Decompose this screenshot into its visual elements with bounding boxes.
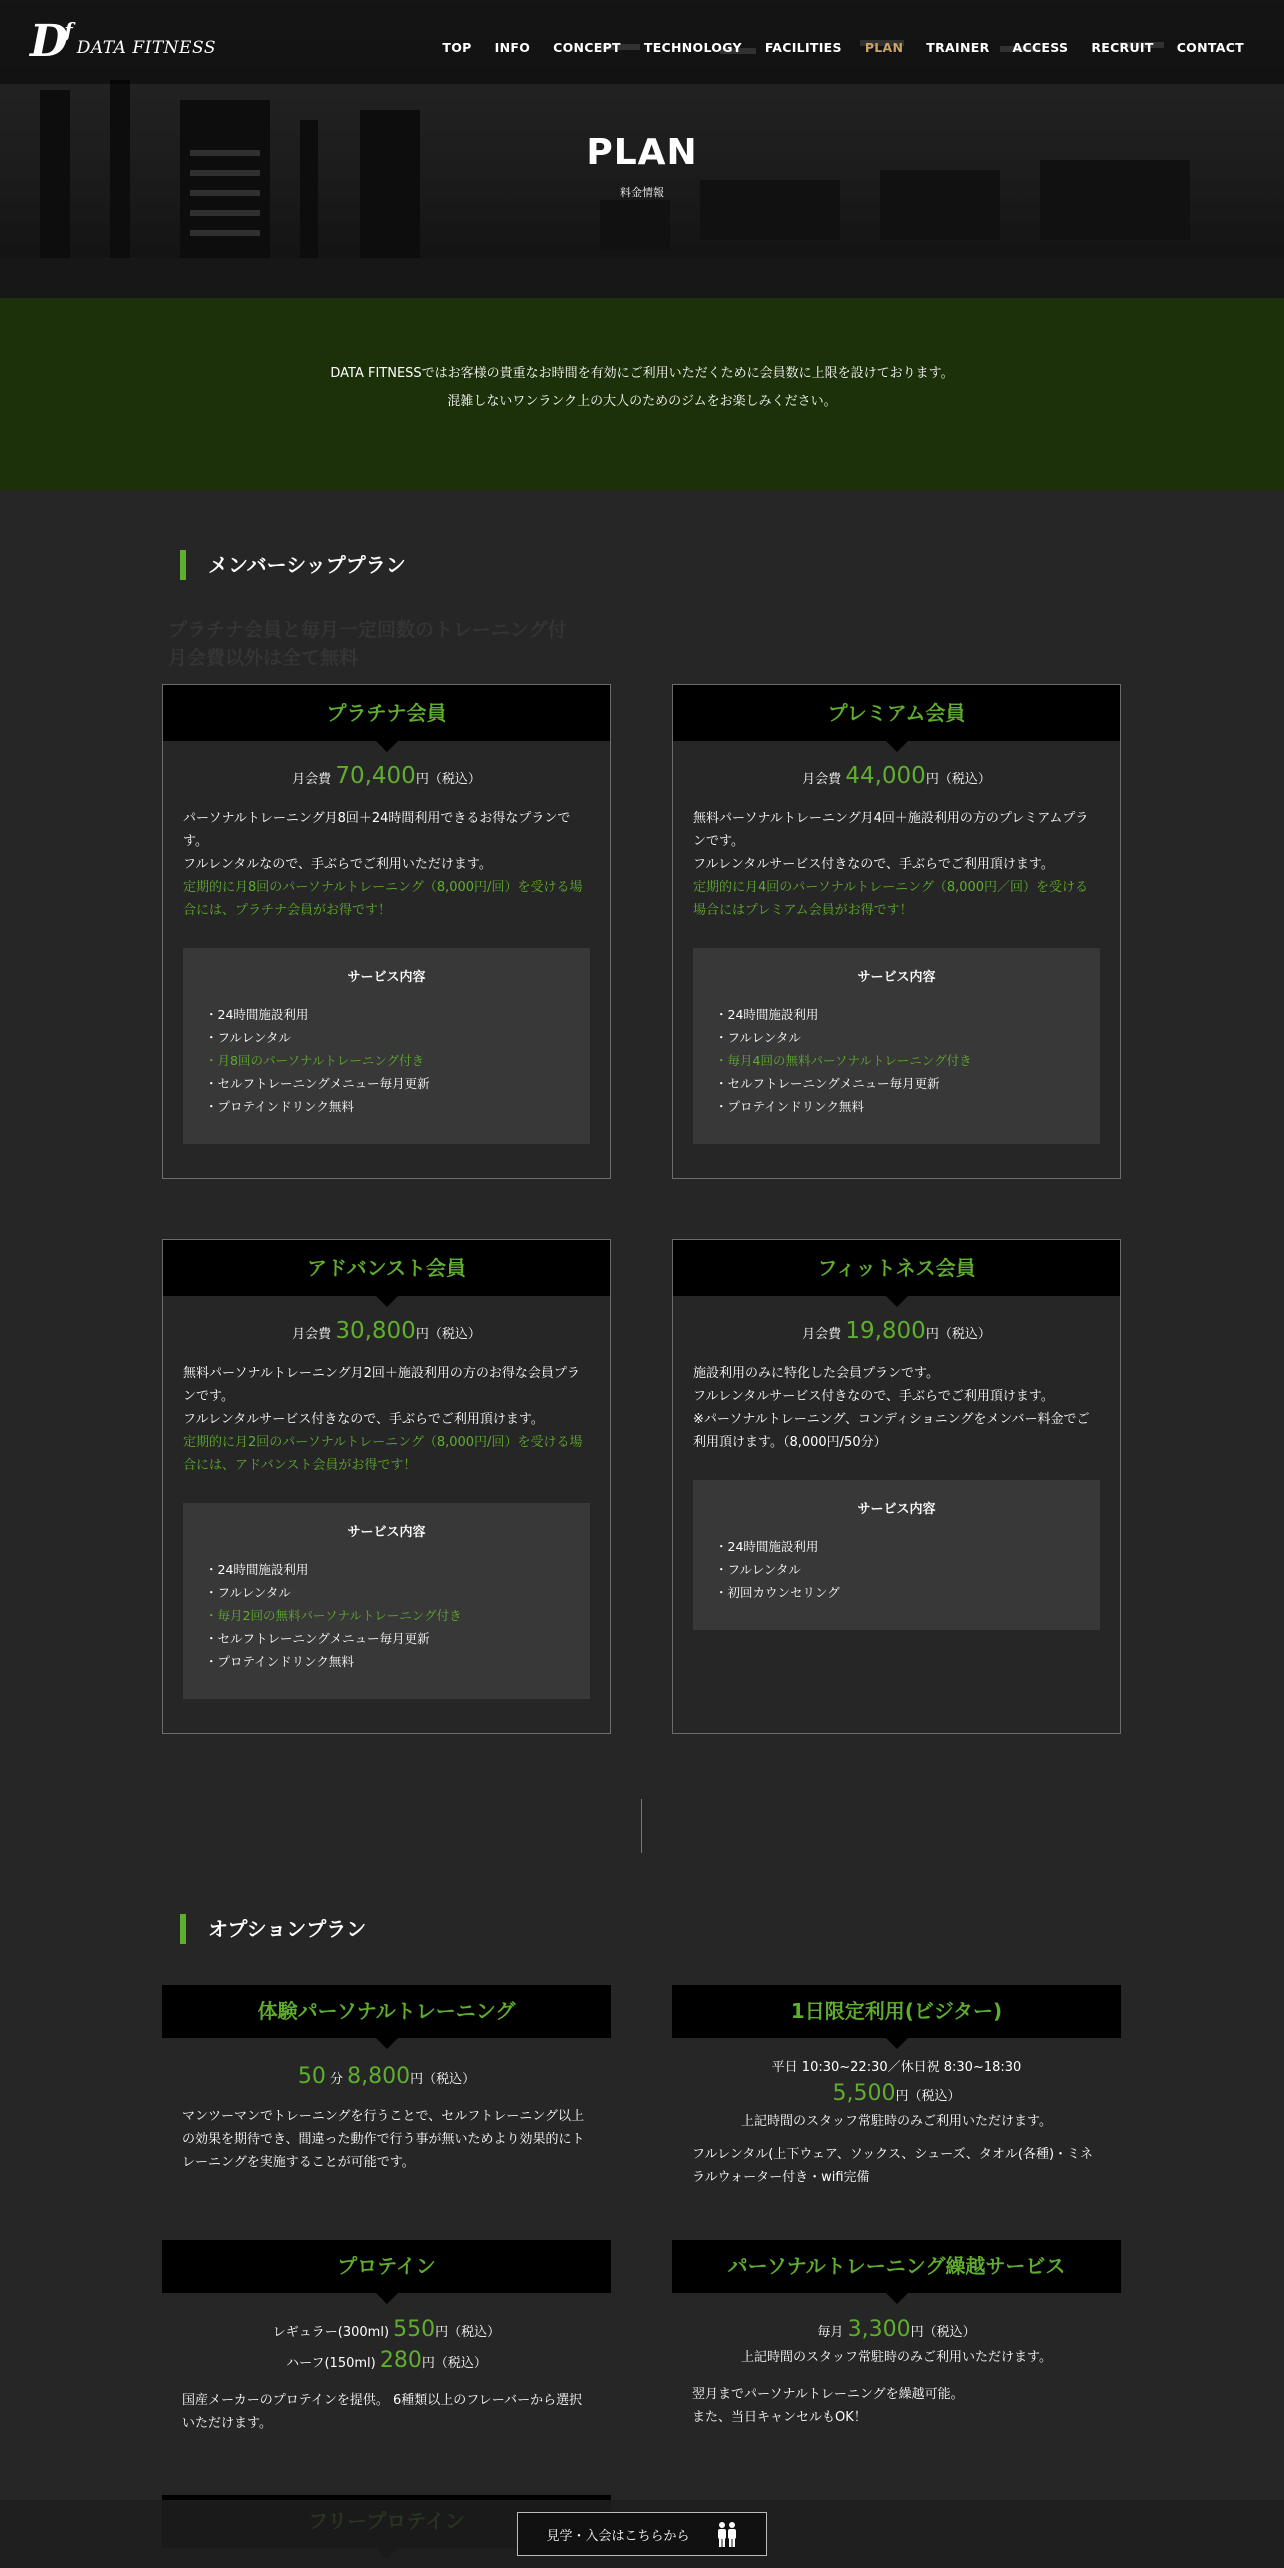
hero-banner — [0, 0, 1284, 298]
plan-card-advanced — [162, 1239, 611, 1734]
option-name: プロテイン — [162, 2240, 611, 2293]
option-price: 毎月 3,300円（税込） — [817, 2317, 976, 2342]
service-item: ・セルフトレーニングメニュー毎月更新 — [205, 1631, 430, 1646]
plan-name: アドバンスト会員 — [163, 1240, 610, 1296]
option-card-trial — [162, 1985, 611, 2174]
service-item: ・24時間施設利用 — [205, 1007, 309, 1022]
faded-text-2: 月会費以外は全て無料 — [168, 647, 359, 669]
visitor-note: 上記時間のスタッフ常駐時のみご利用いただけます。 — [741, 2114, 1052, 2129]
option-description: 国産メーカーのプロテインを提供。 6種類以上のフレーバーから選択いただけます。 — [182, 2393, 583, 2431]
nav-trainer[interactable]: TRAINER — [926, 40, 990, 55]
plan-name: プレミアム会員 — [673, 685, 1120, 741]
service-item: ・毎月4回の無料パーソナルトレーニング付き — [715, 1053, 972, 1068]
service-item: ・24時間施設利用 — [715, 1007, 819, 1022]
option-card-protein — [162, 2240, 611, 2435]
service-item: ・プロテインドリンク無料 — [715, 1099, 864, 1114]
plan-card-premium — [672, 684, 1121, 1179]
service-item: ・24時間施設利用 — [715, 1539, 819, 1554]
plan-price: 月会費 44,000円（税込） — [802, 763, 991, 789]
logo-text: DATA FITNESS — [76, 38, 216, 58]
plan-price: 月会費 30,800円（税込） — [292, 1318, 481, 1344]
service-box: サービス内容 ・24時間施設利用 ・フルレンタル ・毎月2回の無料パーソナルトレーニング付き ・セルフトレーニングメニュー毎月更新 ・プロテインドリンク無料 — [183, 1503, 590, 1699]
section-divider — [641, 1799, 642, 1853]
people-icon — [716, 2521, 738, 2547]
visitor-hours: 平日 10:30~22:30／休日祝 8:30~18:30 — [771, 2060, 1022, 2075]
option-name: 1日限定利用(ビジター) — [672, 1985, 1121, 2038]
nav-recruit[interactable]: RECRUIT — [1091, 40, 1154, 55]
plan-description: 無料パーソナルトレーニング月4回＋施設利用の方のプレミアムプランです。 フルレンタルサービス付きなので、手ぶらでご利用頂けます。 定期的に月4回のパーソナルトレーニング（8,000円／回）を受ける場合にはプレミアム会員がお得です！ — [693, 811, 1089, 918]
option-card-carryover — [672, 2240, 1121, 2429]
membership-heading: メンバーシッププラン — [180, 550, 406, 580]
nav-top[interactable]: TOP — [442, 40, 472, 55]
option-name: 体験パーソナルトレーニング — [162, 1985, 611, 2038]
protein-regular-price: レギュラー(300ml) 550円（税込） — [272, 2317, 501, 2342]
service-item: ・フルレンタル — [205, 1030, 291, 1045]
service-item: ・毎月2回の無料パーソナルトレーニング付き — [205, 1608, 462, 1623]
plan-card-fitness — [672, 1239, 1121, 1734]
service-item: ・プロテインドリンク無料 — [205, 1654, 354, 1669]
service-item: ・セルフトレーニングメニュー毎月更新 — [205, 1076, 430, 1091]
nav-facilities[interactable]: FACILITIES — [764, 40, 842, 55]
intro-section — [0, 298, 1284, 490]
nav-concept[interactable]: CONCEPT — [553, 40, 621, 55]
nav-info[interactable]: INFO — [494, 40, 531, 55]
service-item: ・セルフトレーニングメニュー毎月更新 — [715, 1076, 940, 1091]
plan-name: フィットネス会員 — [673, 1240, 1120, 1296]
service-item: ・フルレンタル — [205, 1585, 291, 1600]
plan-card-platinum — [162, 684, 611, 1179]
service-item: ・初回カウンセリング — [715, 1585, 840, 1600]
plan-description: 無料パーソナルトレーニング月2回＋施設利用の方のお得な会員プランです。 フルレンタルサービス付きなので、手ぶらでご利用頂けます。 定期的に月2回のパーソナルトレーニング（8,000円/回）を受ける場合には、アドバンスト会員がお得です！ — [183, 1366, 583, 1473]
page-title: PLAN — [586, 132, 698, 173]
protein-half-price: ハーフ(150ml) 280円（税込） — [286, 2348, 487, 2373]
service-item: ・24時間施設利用 — [205, 1562, 309, 1577]
plan-price: 月会費 70,400円（税込） — [292, 763, 481, 789]
site-logo[interactable] — [30, 14, 216, 67]
top-navbar — [0, 0, 1284, 84]
option-price: 5,500円（税込） — [832, 2081, 961, 2106]
nav-access[interactable]: ACCESS — [1012, 40, 1069, 55]
service-item: ・プロテインドリンク無料 — [205, 1099, 354, 1114]
logo-mark: $D^f$ — [30, 16, 69, 67]
faded-text-1: プラチナ会員と毎月一定回数のトレーニング付 — [168, 619, 567, 641]
service-box: サービス内容 ・24時間施設利用 ・フルレンタル ・毎月4回の無料パーソナルトレーニング付き ・セルフトレーニングメニュー毎月更新 ・プロテインドリンク無料 — [693, 948, 1100, 1144]
main-nav — [419, 40, 1244, 55]
plan-description: パーソナルトレーニング月8回＋24時間利用できるお得なプランです。 フルレンタルなので、手ぶらでご利用いただけます。 定期的に月8回のパーソナルトレーニング（8,000円/回）を受ける場合には、プラチナ会員がお得です！ — [183, 811, 583, 918]
option-card-visitor — [672, 1985, 1121, 2189]
service-box: サービス内容 ・24時間施設利用 ・フルレンタル ・月8回のパーソナルトレーニング付き ・セルフトレーニングメニュー毎月更新 ・プロテインドリンク無料 — [183, 948, 590, 1144]
service-box: サービス内容 ・24時間施設利用 ・フルレンタル ・初回カウンセリング — [693, 1480, 1100, 1630]
intro-line-1: DATA FITNESSではお客様の貴重なお時間を有効にご利用いただくために会員数に上限を設けております。 — [330, 366, 954, 381]
option-description: 翌月までパーソナルトレーニングを繰越可能。 また、当日キャンセルもOK！ — [692, 2387, 964, 2425]
plan-name: プラチナ会員 — [163, 685, 610, 741]
option-description: マンツーマンでトレーニングを行うことで、セルフトレーニング以上の効果を期待でき、間違った動作で行う事が無いためより効果的にトレーニングを実施することが可能です。 — [182, 2109, 585, 2170]
join-cta-button[interactable] — [517, 2512, 767, 2556]
cta-label: 見学・入会はこちらから — [546, 2528, 690, 2544]
nav-contact[interactable]: CONTACT — [1176, 40, 1244, 55]
service-item: ・月8回のパーソナルトレーニング付き — [205, 1053, 425, 1068]
option-name: パーソナルトレーニング繰越サービス — [672, 2240, 1121, 2293]
plan-price: 月会費 19,800円（税込） — [802, 1318, 991, 1344]
option-description: フルレンタル(上下ウェア、ソックス、シューズ、タオル(各種)・ミネラルウォーター付き・wifi完備 — [692, 2147, 1094, 2185]
option-price: 50 分 8,800円（税込） — [297, 2064, 476, 2089]
service-item: ・フルレンタル — [715, 1562, 801, 1577]
page-subtitle: 料金情報 — [620, 186, 664, 199]
carryover-note: 上記時間のスタッフ常駐時のみご利用いただけます。 — [741, 2350, 1052, 2365]
intro-line-2: 混雑しないワンランク上の大人のためのジムをお楽しみください。 — [447, 394, 837, 409]
nav-technology[interactable]: TECHNOLOGY — [643, 40, 742, 55]
nav-plan[interactable]: PLAN — [864, 40, 904, 55]
service-item: ・フルレンタル — [715, 1030, 801, 1045]
plan-description: 施設利用のみに特化した会員プランです。 フルレンタルサービス付きなので、手ぶらでご利用頂けます。 ※パーソナルトレーニング、コンディショニングをメンバー料金でご利用頂けます。（8,000円/50分） — [693, 1366, 1090, 1450]
options-heading: オプションプラン — [180, 1914, 366, 1944]
